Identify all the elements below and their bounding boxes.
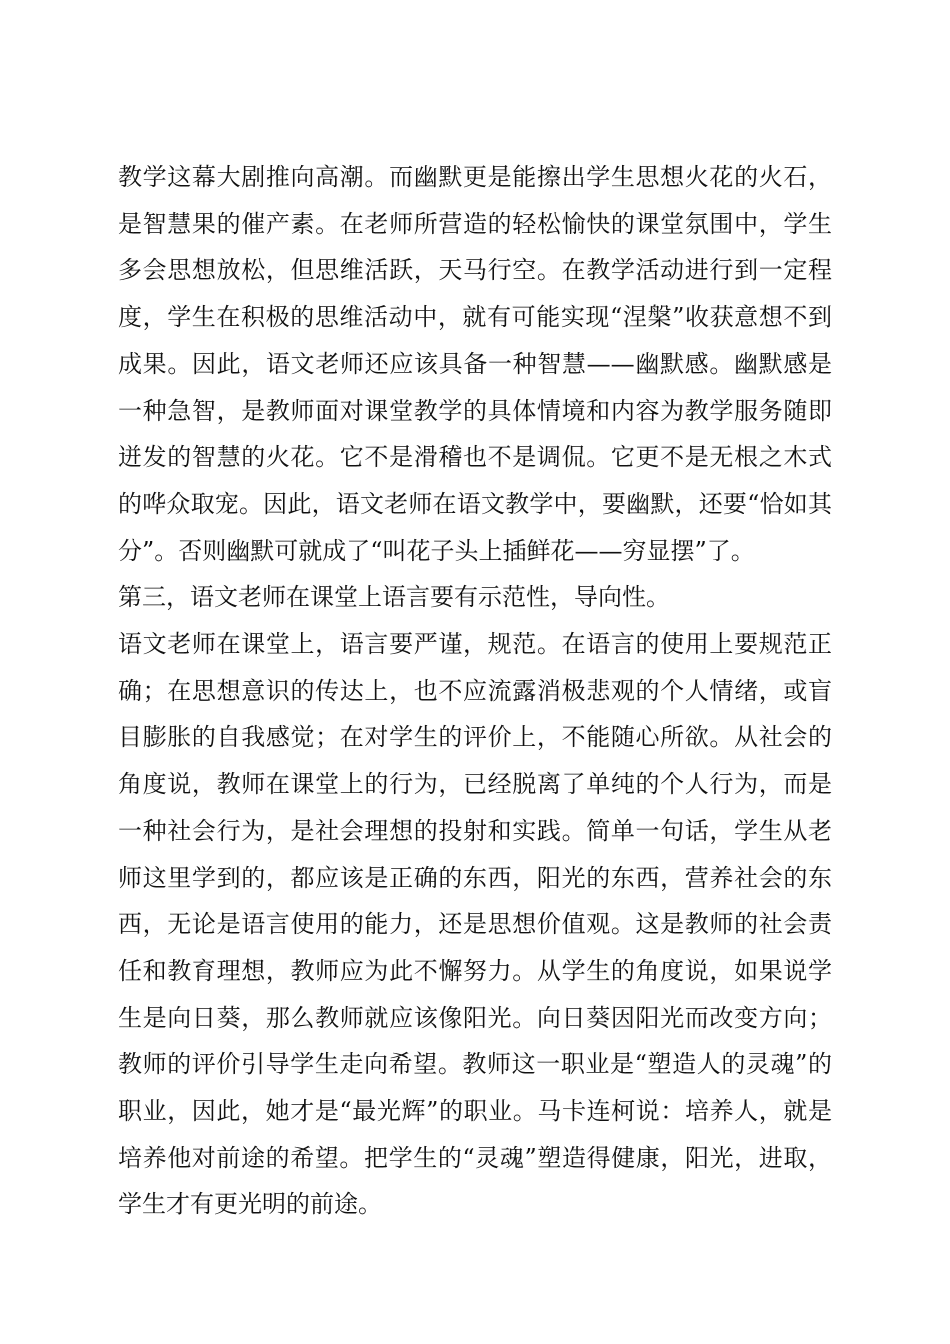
document-body (118, 154, 832, 1228)
section-heading-third: 第三，语文老师在课堂上语言要有示范性，导向性。 (118, 583, 670, 612)
paragraph-language-norms: 语文老师在课堂上，语言要严谨，规范。在语言的使用上要规范正确；在思想意识的传达上，也不应流露消极悲观的个人情绪，或盲目膨胀的自我感觉；在对学生的评价上，不能随心所欲。从社会的角度说，教师在课堂上的行为，已经脱离了单纯的个人行为，而是一种社会行为，是社会理想的投射和实践。简单一句话，学生从老师这里学到的，都应该是正确的东西，阳光的东西，营养社会的东西，无论是语言使用的能力，还是思想价值观。这是教师的社会责任和教育理想，教师应为此不懈努力。从学生的角度说，如果说学生是向日葵，那么教师就应该像阳光。向日葵因阳光而改变方向；教师的评价引导学生走向希望。教师这一职业是“塑造人的灵魂”的职业，因此，她才是“最光辉”的职业。马卡连柯说：培养人，就是培养他对前途的希望。把学生的“灵魂”塑造得健康，阳光，进取，学生才有更光明的前途。 (118, 630, 832, 1219)
paragraph-humor: 教学这幕大剧推向高潮。而幽默更是能擦出学生思想火花的火石，是智慧果的催产素。在老师所营造的轻松愉快的课堂氛围中，学生多会思想放松，但思维活跃，天马行空。在教学活动进行到一定程度，学生在积极的思维活动中，就有可能实现“涅槃”收获意想不到成果。因此，语文老师还应该具备一种智慧——幽默感。幽默感是一种急智，是教师面对课堂教学的具体情境和内容为教学服务随即迸发的智慧的火花。它不是滑稽也不是调侃。它更不是无根之木式的哗众取宠。因此，语文老师在语文教学中，要幽默，还要“恰如其分”。否则幽默可就成了“叫花子头上插鲜花——穷显摆”了。 (118, 163, 832, 565)
